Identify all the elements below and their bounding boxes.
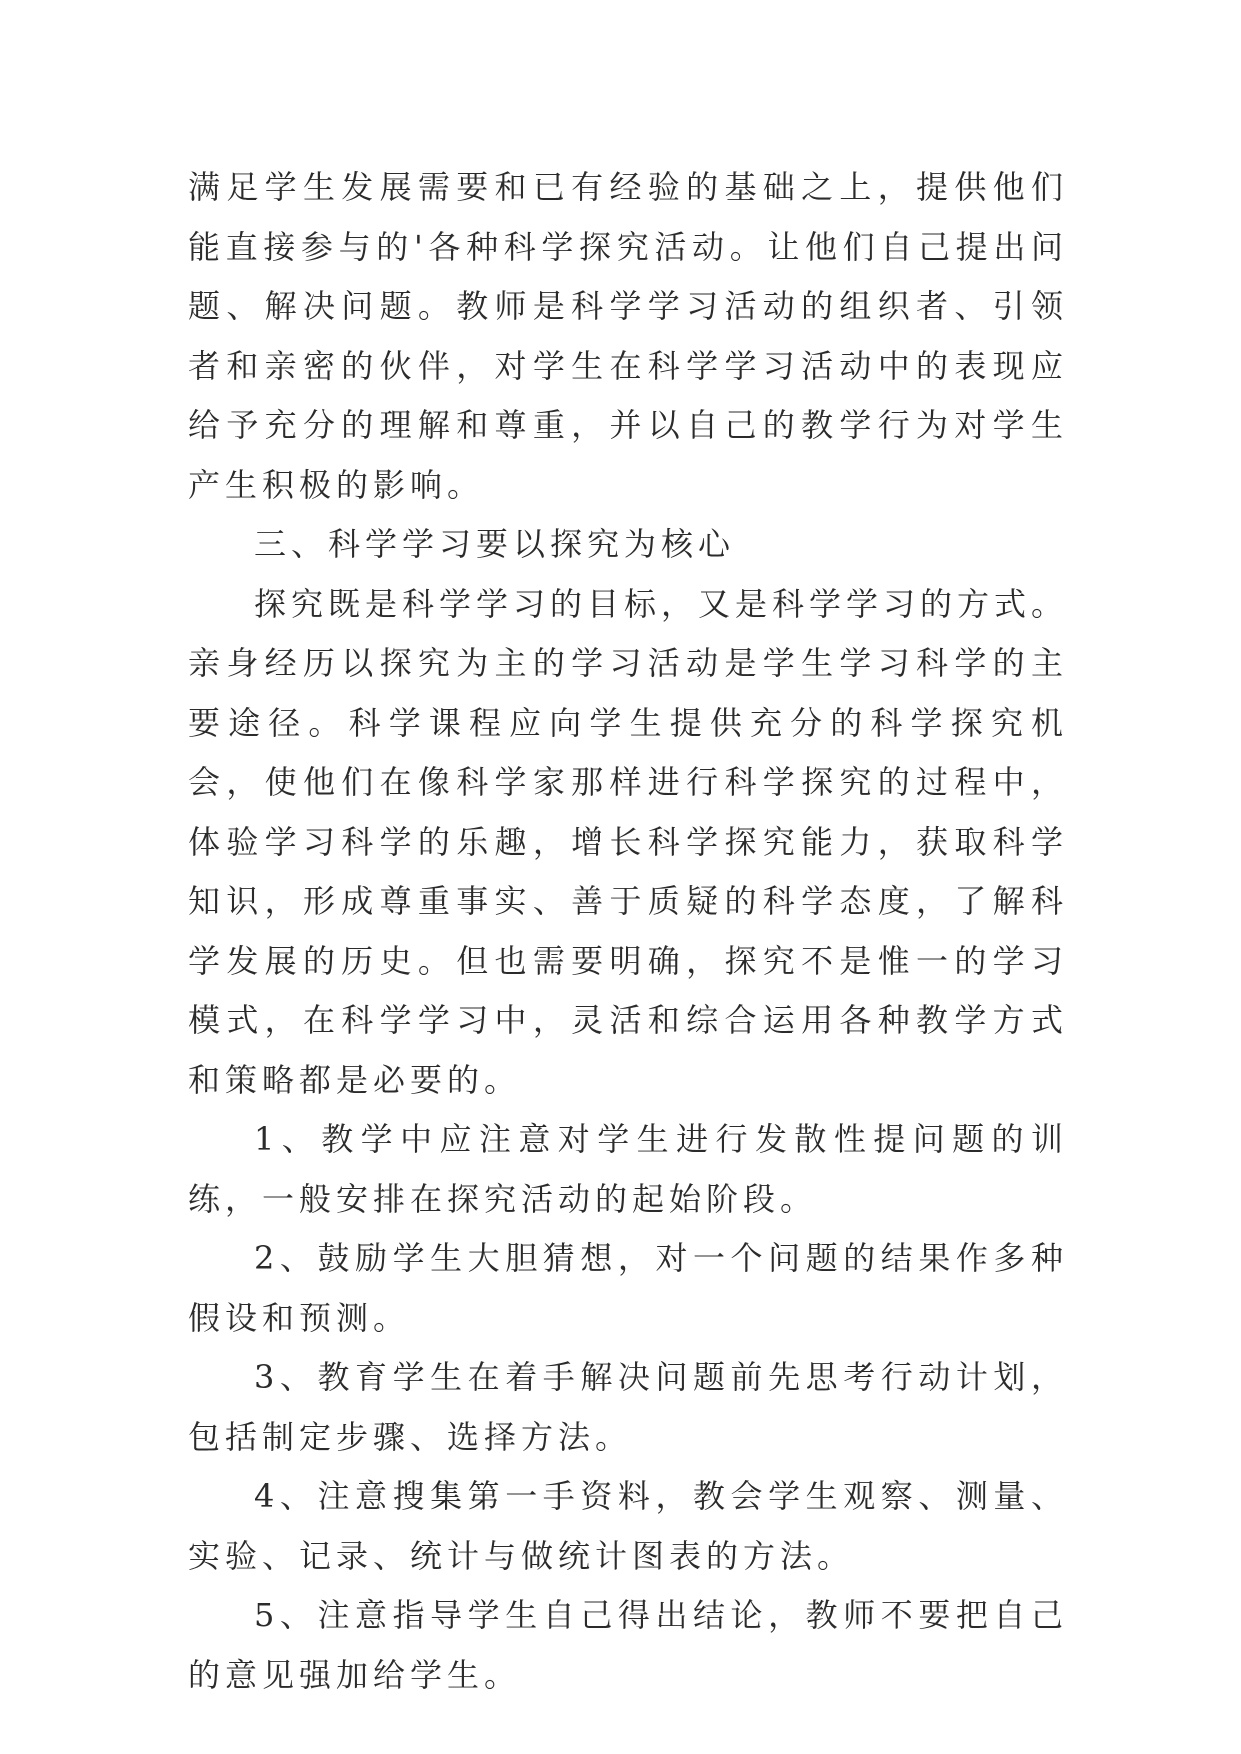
list-item-3: 3、教育学生在着手解决问题前先思考行动计划，包括制定步骤、选择方法。 [188, 1358, 1068, 1456]
paragraph-continuation: 满足学生发展需要和已有经验的基础之上，提供他们能直接参与的'各种科学探究活动。让他们自己提出问题、解决问题。教师是科学学习活动的组织者、引领者和亲密的伙伴，对学生在科学学习活动中的表现应给予充分的理解和尊重，并以自己的教学行为对学生产生积极的影响。 [188, 168, 1068, 504]
list-item-5: 5、注意指导学生自己得出结论，教师不要把自己的意见强加给学生。 [188, 1596, 1068, 1694]
document-body [188, 158, 1068, 1705]
paragraph-inquiry: 探究既是科学学习的目标，又是科学学习的方式。亲身经历以探究为主的学习活动是学生学习科学的主要途径。科学课程应向学生提供充分的科学探究机会，使他们在像科学家那样进行科学探究的过程中，体验学习科学的乐趣，增长科学探究能力，获取科学知识，形成尊重事实、善于质疑的科学态度，了解科学发展的历史。但也需要明确，探究不是惟一的学习模式，在科学学习中，灵活和综合运用各种教学方式和策略都是必要的。 [188, 584, 1069, 1099]
list-item-1: 1、教学中应注意对学生进行发散性提问题的训练，一般安排在探究活动的起始阶段。 [188, 1120, 1068, 1218]
section-heading: 三、科学学习要以探究为核心 [254, 525, 736, 563]
list-item-2: 2、鼓励学生大胆猜想，对一个问题的结果作多种假设和预测。 [188, 1239, 1068, 1337]
list-item-4: 4、注意搜集第一手资料，教会学生观察、测量、实验、记录、统计与做统计图表的方法。 [188, 1477, 1068, 1575]
